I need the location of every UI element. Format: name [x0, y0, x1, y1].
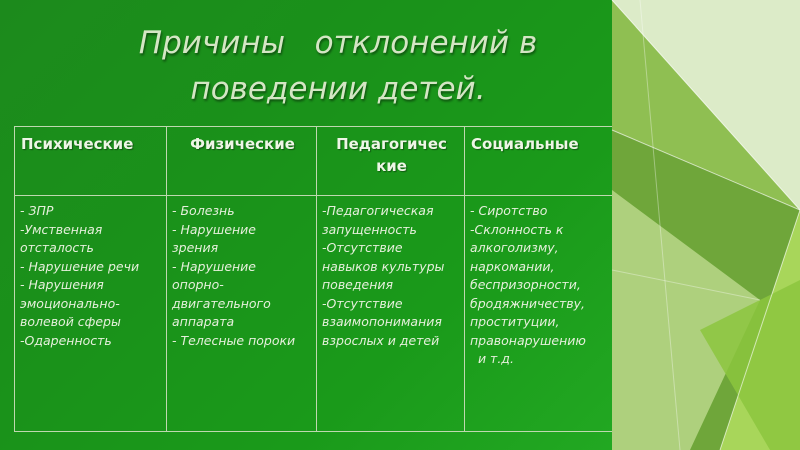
slide-title-line-1: Причины отклонений в: [138, 25, 538, 61]
list-item: -Отсутствие: [322, 240, 403, 255]
slide-title-line-2: поведении детей.: [190, 71, 486, 107]
list-item: эмоционально-: [20, 295, 120, 311]
list-item: бродяжничеству,: [470, 295, 585, 311]
list-item: двигательного: [172, 295, 271, 311]
list-item: проституции,: [470, 314, 560, 329]
list-item: - Нарушение: [172, 258, 256, 274]
list-item: и т.д.: [470, 351, 514, 366]
list-item: - Нарушения: [20, 277, 104, 292]
list-item: аппарата: [172, 314, 235, 329]
list-item: алкоголизму,: [470, 240, 559, 255]
header-pedagogical-label-part2: кие: [376, 157, 407, 175]
list-item: - Нарушение: [172, 221, 256, 237]
list-item: зрения: [172, 240, 219, 255]
list-item: -Умственная: [20, 221, 103, 237]
list-item: навыков культуры: [322, 258, 445, 274]
list-item: - Сиротство: [470, 203, 548, 218]
list-item: -Одаренность: [20, 332, 112, 348]
list-item: - ЗПР: [20, 203, 54, 218]
list-item: - Телесные пороки: [172, 332, 296, 348]
list-item: отсталость: [20, 240, 94, 255]
list-item: -Педагогическая: [322, 203, 434, 218]
list-item: беспризорности,: [470, 277, 581, 292]
list-item: волевой сферы: [20, 314, 121, 329]
list-item: взаимопонимания: [322, 314, 442, 329]
header-physical-label: Физические: [190, 135, 295, 153]
header-social-label: Социальные: [471, 135, 579, 153]
list-item: - Нарушение речи: [20, 258, 140, 274]
header-pedagogical-label-part1: Педагогичес: [336, 135, 447, 153]
list-item: запущенность: [322, 221, 417, 237]
list-item: поведения: [322, 277, 394, 292]
list-item: -Отсутствие: [322, 295, 403, 311]
list-item: наркомании,: [470, 258, 555, 274]
list-item: взрослых и детей: [322, 332, 440, 348]
list-item: правонарушению: [470, 332, 586, 348]
list-item: опорно-: [172, 277, 224, 292]
header-mental-label: Психические: [21, 135, 134, 153]
list-item: -Склонность к: [470, 221, 564, 237]
list-item: - Болезнь: [172, 203, 235, 218]
